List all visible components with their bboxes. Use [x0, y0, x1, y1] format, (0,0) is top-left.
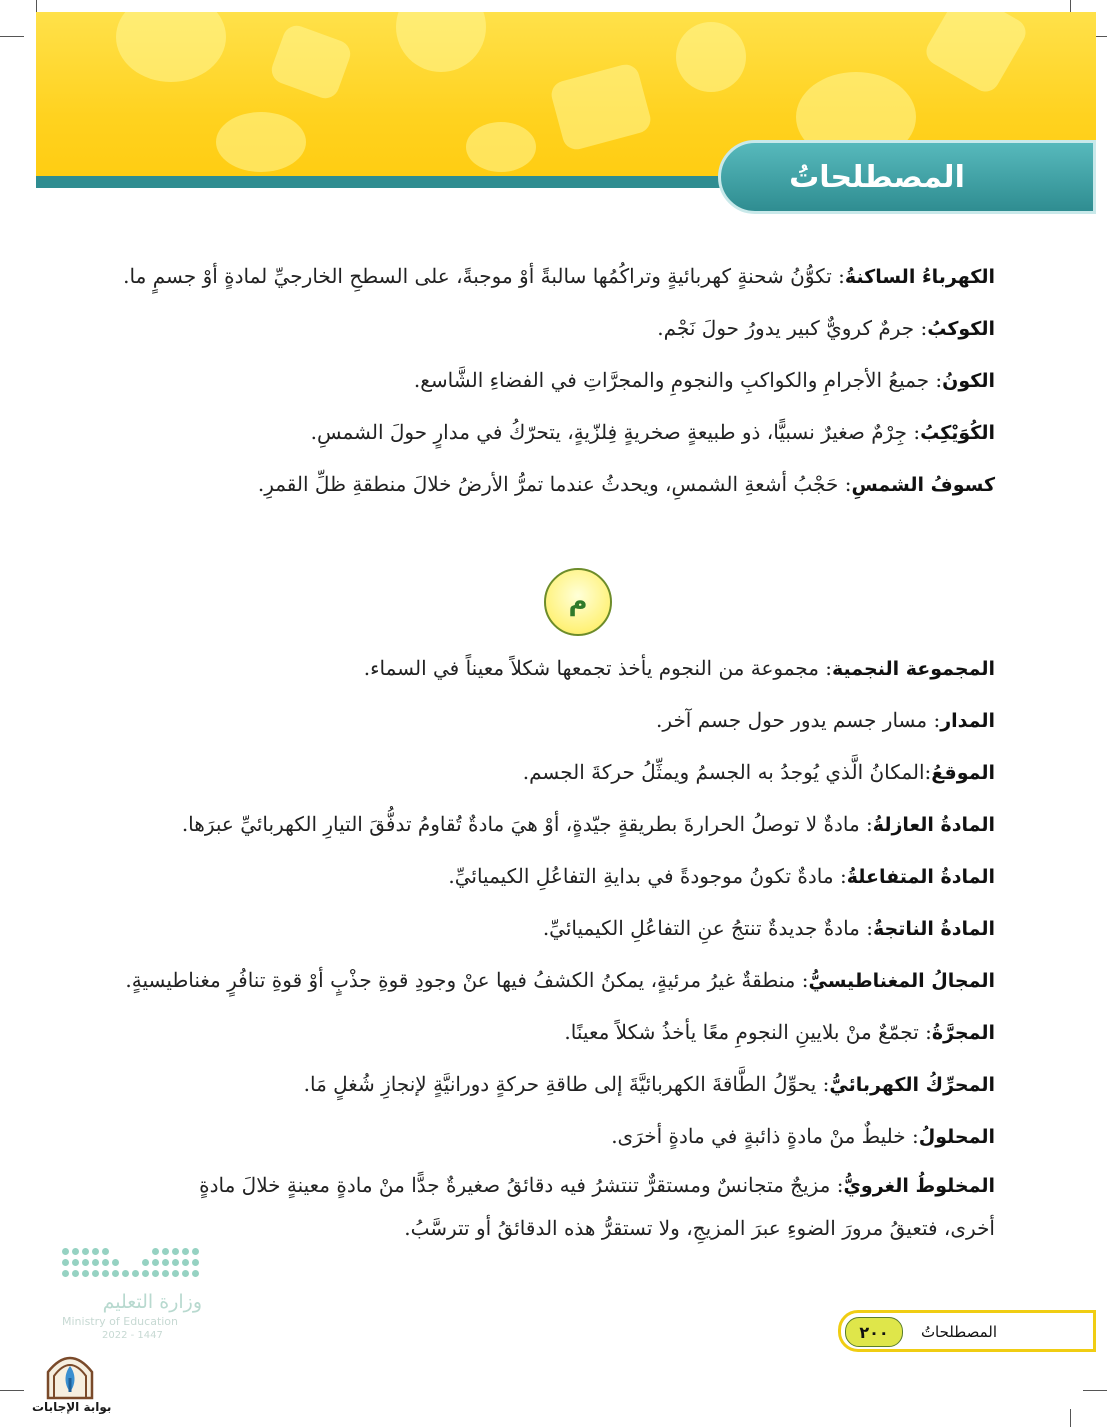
glossary-entry: [258, 472, 995, 496]
glossary-definition: : جميعُ الأجرامِ والكواكبِ والنجومِ والمجرَّاتِ في الفضاءِ الشَّاسع.: [413, 368, 943, 392]
glossary-term: المحرِّكُ الكهربائيُّ: [829, 1074, 995, 1096]
glossary-entry: [414, 368, 995, 392]
glossary-entry: [611, 1124, 995, 1148]
glossary-definition: : مادةٌ جديدةٌ تنتجُ عنِ التفاعُلِ الكيميائيِّ.: [542, 916, 873, 940]
glossary-definition: : يحوِّلُ الطَّاقةَ الكهربائيَّةَ إلى طاقةِ حركةٍ دورانيَّةٍ لإنجازِ شُغلٍ مَا.: [303, 1072, 830, 1096]
glossary-entry: [657, 316, 995, 340]
glossary-term: المخلوطُ الغرويُّ: [843, 1175, 995, 1197]
glossary-definition: : مادةٌ لا توصلُ الحرارةَ بطريقةٍ جيّدةٍ، أوْ هيَ مادةٌ تُقاومُ تدفُّقَ التيارِ الكهربائيِّ عبرَها.: [181, 812, 873, 836]
glossary-entry: [543, 916, 995, 940]
ministry-year: 2022 - 1447: [102, 1330, 163, 1341]
crop-mark: [0, 1390, 24, 1391]
glossary-definition: : جرمٌ كرويٌّ كبير يدورُ حولَ نَجْم.: [657, 316, 928, 340]
glossary-term: المجرَّةُ: [931, 1022, 995, 1044]
glossary-definition: : مزيجٌ متجانسٌ ومستقرٌّ تنتشرُ فيه دقائقُ صغيرةٌ جدًّا منْ مادةٍ معينةٍ خلالَ مادةٍ أخرى، فتعيقُ مرورَ الضوءِ عبرَ المزيجِ، ولا تستقرُّ هذه الدقائقُ أو تترسَّبُ.: [199, 1173, 995, 1240]
glossary-definition: : مجموعة من النجوم يأخذ تجمعها شكلاً معيناً في السماء.: [363, 656, 833, 680]
page-footer-tab: [838, 1310, 1096, 1352]
glossary-term: الكوكبُ: [927, 318, 995, 340]
glossary-entry: [656, 708, 995, 732]
glossary-definition: : منطقةٌ غيرُ مرئيةٍ، يمكنُ الكشفُ فيها عنْ وجودِ قوةِ جذْبٍ أوْ قوةِ تنافُرٍ مغناطيسيةٍ.: [125, 968, 809, 992]
glossary-term: كسوفُ الشمسِ: [851, 474, 995, 496]
crop-mark: [1083, 1390, 1107, 1391]
glossary-term: المادةُ الناتجةُ: [873, 918, 995, 940]
glossary-definition: : تكوُّنُ شحنةٍ كهربائيةٍ وتراكُمُها سالبةً أوْ موجبةً، على السطحِ الخارجيِّ لمادةٍ أوْ جسمٍ ما.: [123, 264, 845, 288]
section-letter-badge: م: [544, 568, 612, 636]
glossary-term: المدار: [940, 710, 995, 732]
glossary-term: الكونُ: [942, 370, 995, 392]
glossary-definition: :المكانُ الَّذي يُوجدُ به الجسمُ ويمثِّلُ حركةَ الجسم.: [522, 760, 932, 784]
glossary-definition: : خليطٌ منْ مادةٍ ذائبةٍ في مادةٍ أخرَى.: [611, 1124, 919, 1148]
glossary-entry: [448, 864, 995, 888]
glossary-entry: [123, 264, 995, 288]
glossary-term: المجموعة النجمية: [832, 658, 995, 680]
glossary-entry: [304, 1072, 995, 1096]
glossary-term: المجالُ المغناطيسيُّ: [808, 970, 995, 992]
ministry-logo-dots: [62, 1248, 202, 1277]
glossary-term: الكُوَيْكِبُ: [920, 422, 995, 444]
page-title-tab: [718, 140, 1096, 214]
brand-watermark: بوابة الإجابات: [32, 1400, 112, 1414]
page-number: ٢٠٠: [845, 1317, 903, 1347]
glossary-term: الكهرباءُ الساكنةُ: [844, 266, 995, 288]
glossary-definition: : مسار جسم يدور حول جسم آخر.: [656, 708, 941, 732]
glossary-definition: : حَجْبُ أشعةِ الشمسِ، ويحدثُ عندما تمرُّ الأرضُ خلالَ منطقةِ ظلِّ القمرِ.: [257, 472, 852, 496]
ministry-name-english: Ministry of Education: [62, 1315, 179, 1328]
glossary-term: الموقعُ: [931, 762, 995, 784]
glossary-term: المادةُ العازلةُ: [872, 814, 995, 836]
glossary-entry: [155, 1164, 995, 1249]
glossary-entry: [523, 760, 995, 784]
glossary-definition: : مادةٌ تكونُ موجودةً في بدايةِ التفاعُلِ الكيميائيِّ.: [448, 864, 847, 888]
mosque-icon: [42, 1348, 98, 1400]
glossary-term: المحلولُ: [918, 1126, 995, 1148]
footer-label: المصطلحاتُ: [920, 1323, 997, 1341]
glossary-definition: : جِرْمٌ صغيرٌ نسبيًّا، ذو طبيعةٍ صخريةٍ فِلزّيةٍ، يتحرّكُ في مدارٍ حولَ الشمسِ.: [310, 420, 921, 444]
glossary-entry: [311, 420, 995, 444]
page-title: المصطلحاتُ: [789, 159, 965, 195]
glossary-definition: : تجمّعٌ منْ بلايينِ النجومِ معًا يأخذُ شكلاً معينًا.: [564, 1020, 932, 1044]
glossary-entry: [564, 1020, 995, 1044]
glossary-term: المادةُ المتفاعلةُ: [846, 866, 995, 888]
crop-mark: [0, 36, 24, 37]
glossary-entry: [364, 656, 995, 680]
ministry-logo: [62, 1248, 202, 1341]
header-rule: [36, 176, 726, 188]
crop-mark: [1070, 1409, 1071, 1427]
ministry-name-arabic: وزارة التعليم: [102, 1291, 202, 1313]
glossary-entry: [125, 968, 995, 992]
glossary-entry: [182, 812, 995, 836]
